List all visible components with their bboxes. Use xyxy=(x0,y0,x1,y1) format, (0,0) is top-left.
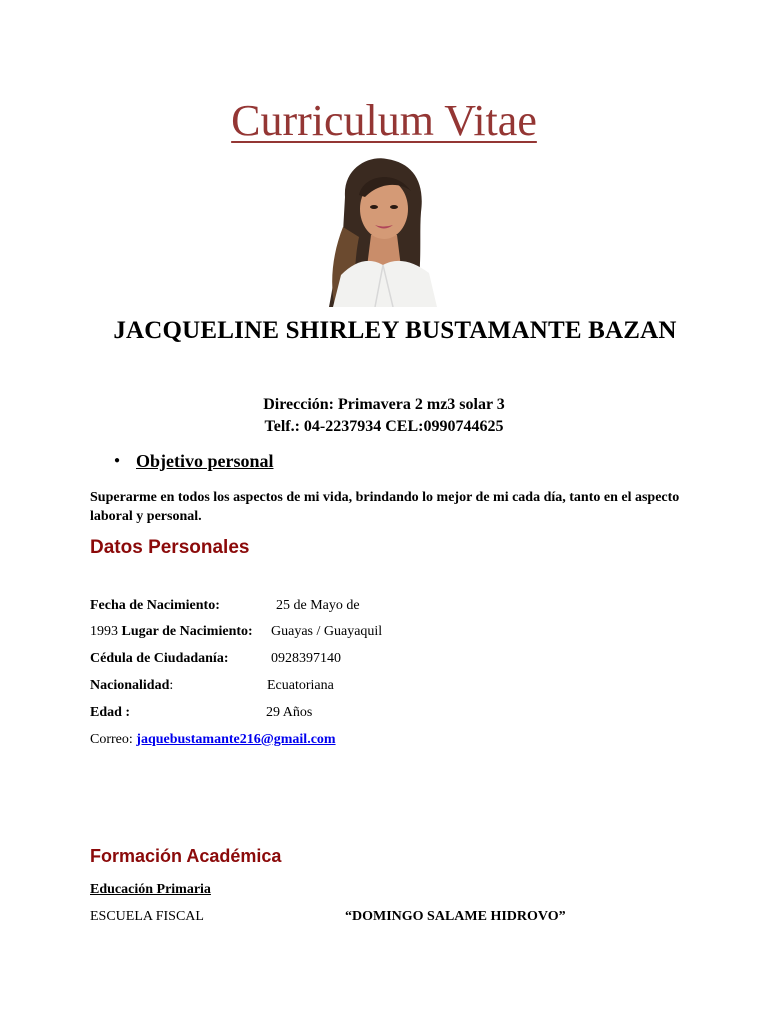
birth-place-row xyxy=(90,623,253,641)
contact-block xyxy=(0,394,768,438)
nationality-label: Nacionalidad xyxy=(90,678,170,693)
candidate-name: JACQUELINE SHIRLEY BUSTAMANTE BAZAN xyxy=(113,317,677,344)
birth-place-label: Lugar de Nacimiento: xyxy=(121,624,253,639)
objective-text: Superarme en todos los aspectos de mi vida, brindando lo mejor de mi cada día, tanto en el aspecto laboral y personal. xyxy=(90,490,680,524)
primary-school-type: ESCUELA FISCAL xyxy=(90,909,204,924)
birth-date-row xyxy=(90,597,220,615)
phone-line: Telf.: 04-2237934 CEL:0990744625 xyxy=(264,418,504,435)
email-row: Correo: jaquebustamante216@gmail.com xyxy=(90,732,336,747)
email-link[interactable]: jaquebustamante216@gmail.com xyxy=(136,732,336,747)
person-photo-illustration xyxy=(325,157,440,307)
primary-school-name: “DOMINGO SALAME HIDROVO” xyxy=(345,909,566,924)
primary-education-heading: Educación Primaria xyxy=(90,882,211,897)
profile-photo xyxy=(325,157,440,307)
birth-date-label: Fecha de Nacimiento: xyxy=(90,598,220,613)
document-title: Curriculum Vitae xyxy=(231,96,537,145)
id-value: 0928397140 xyxy=(271,651,341,666)
nationality-row: Nacionalidad: xyxy=(90,678,174,693)
age-label: Edad : xyxy=(90,705,131,720)
birth-year-value: 1993 xyxy=(90,624,118,639)
personal-data-heading: Datos Personales xyxy=(90,537,250,558)
email-label: Correo xyxy=(90,732,129,747)
objective-heading: Objetivo personal xyxy=(136,451,274,471)
birth-date-value: 25 de Mayo de xyxy=(276,598,360,613)
nationality-value: Ecuatoriana xyxy=(267,678,334,693)
age-value: 29 Años xyxy=(266,705,313,720)
id-label: Cédula de Ciudadanía: xyxy=(90,651,229,666)
bullet-icon: ● xyxy=(114,455,121,466)
address-line: Dirección: Primavera 2 mz3 solar 3 xyxy=(263,396,505,413)
academic-heading: Formación Académica xyxy=(90,846,282,866)
birth-place-value: Guayas / Guayaquil xyxy=(271,624,383,639)
